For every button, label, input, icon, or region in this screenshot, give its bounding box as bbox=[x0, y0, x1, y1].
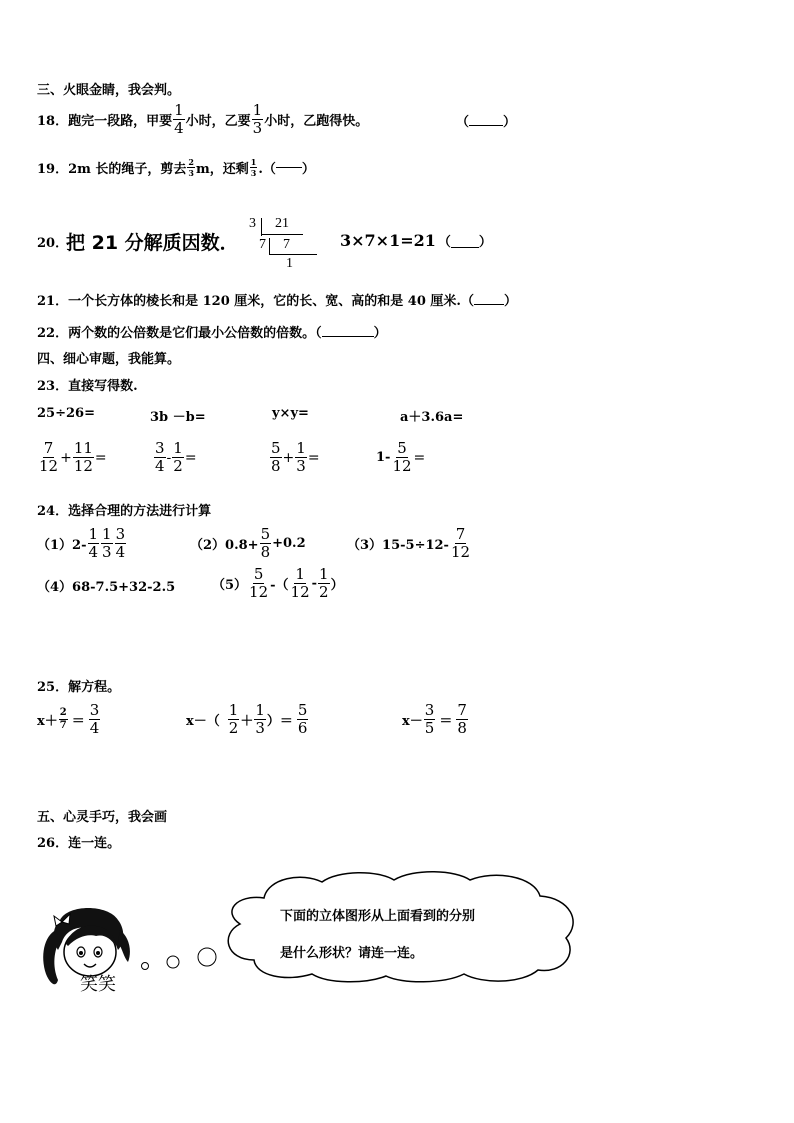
section-4-heading: 四、细心审题，我能算。 bbox=[37, 352, 181, 367]
q23-expr-8: 1- $\frac{5}{12}$ = bbox=[376, 439, 426, 475]
q20-value-3: 1 bbox=[286, 256, 293, 271]
q20-division-line bbox=[269, 254, 317, 255]
q20-result: 3×7×1=21 （ ） bbox=[340, 231, 492, 250]
q18-fraction-1: $\frac{1}{4}$ bbox=[174, 101, 184, 137]
q19-number: 19． bbox=[37, 162, 69, 177]
q22-answer-blank[interactable] bbox=[322, 336, 374, 337]
q23-title: 23．直接写得数. bbox=[37, 379, 138, 394]
q19-answer-blank[interactable] bbox=[276, 167, 302, 168]
q20-answer-blank[interactable] bbox=[451, 233, 479, 248]
q23-expr-2: 3b －b= bbox=[150, 410, 206, 425]
q24-title: 24．选择合理的方法进行计算 bbox=[37, 504, 212, 519]
q24-part-4: （4）68-7.5+32-2.5 bbox=[37, 580, 176, 595]
bubble-text-line-1: 下面的立体图形从上面看到的分别 bbox=[280, 909, 476, 924]
q20-divisor-1: 3 bbox=[249, 216, 256, 231]
question-22: 22．两个数的公倍数是它们最小公倍数的倍数。（ ） bbox=[37, 326, 387, 341]
thought-cloud bbox=[218, 868, 586, 986]
q22-text: 22．两个数的公倍数是它们最小公倍数的倍数。（ bbox=[37, 326, 322, 341]
question-19: 19． 2m 长的绳子，剪去 $\frac{2}{3}$ m，还剩 $\frac{1}{3}$ .（ ） bbox=[37, 157, 315, 178]
q23-expr-7: $\frac{5}{8}$ + $\frac{1}{3}$ = bbox=[271, 439, 320, 475]
question-18 bbox=[37, 103, 368, 136]
q18-number: 18． bbox=[37, 114, 69, 129]
q25-equation-3: x－ $\frac{3}{5}$ ＝ $\frac{7}{8}$ bbox=[402, 701, 467, 737]
q25-equation-1: x＋ $\frac{2}{7}$ ＝ $\frac{3}{4}$ bbox=[37, 701, 100, 737]
bubble-text-line-2: 是什么形状？请连一连。 bbox=[280, 946, 424, 961]
q23-expr-5: $\frac{7}{12}$ + $\frac{11}{12}$ = bbox=[39, 439, 107, 475]
q20-divisor-2: 7 bbox=[259, 237, 266, 252]
q20-value-2: 7 bbox=[283, 237, 290, 252]
q20-short-division bbox=[245, 216, 325, 272]
q19-text-b: m，还剩 bbox=[196, 162, 249, 177]
question-21: 21．一个长方体的棱长和是 120 厘米，它的长、宽、高的和是 40 厘米.（ ） bbox=[37, 294, 517, 309]
q26-title: 26．连一连。 bbox=[37, 836, 121, 851]
q25-equation-2: x－（ $\frac{1}{2}$ ＋ $\frac{1}{3}$ ）＝ $\frac{5}{6}$ bbox=[186, 701, 308, 737]
q24-part-5: （5） $\frac{5}{12}$ -（ $\frac{1}{12}$ - $\frac{1}{2}$ ） bbox=[212, 565, 344, 601]
q19-text-c: .（ bbox=[258, 162, 276, 177]
q24-part-1: （1）2- $\frac{1}{4}$ $\frac{1}{3}$ $\frac{3}{4}$ bbox=[37, 525, 126, 561]
q20-number: 20． bbox=[37, 236, 69, 251]
q23-expr-1: 25÷26= bbox=[37, 406, 95, 421]
q24-part-3: （3）15-5÷12- $\frac{7}{12}$ bbox=[347, 525, 471, 561]
q20-result-text: 3×7×1=21 bbox=[340, 231, 436, 250]
section-5-heading: 五、心灵手巧，我会画 bbox=[37, 810, 168, 825]
section-3-heading: 三、火眼金睛，我会判。 bbox=[37, 83, 181, 98]
q21-text: 21．一个长方体的棱长和是 120 厘米，它的长、宽、高的和是 40 厘米.（ bbox=[37, 294, 474, 309]
q24-part-2: （2）0.8+ $\frac{5}{8}$ +0.2 bbox=[190, 525, 306, 561]
q21-answer-blank[interactable] bbox=[474, 304, 504, 305]
q20-text: 把 21 分解质因数． bbox=[66, 232, 239, 254]
q18-text-a: 跑完一段路，甲要 bbox=[68, 114, 173, 129]
q20-division-bar bbox=[269, 238, 270, 255]
thought-bubble-dots bbox=[135, 940, 225, 980]
q23-expr-3: y×y= bbox=[272, 406, 309, 421]
q19-text-a: 2m 长的绳子，剪去 bbox=[68, 162, 187, 177]
q25-title: 25．解方程。 bbox=[37, 680, 121, 695]
q18-text-b: 小时，乙要 bbox=[185, 114, 251, 129]
q18-text-c: 小时，乙跑得快。 bbox=[264, 114, 369, 129]
q18-answer-paren: （ ） bbox=[456, 115, 517, 130]
q20-division-line bbox=[261, 234, 303, 235]
girl-name-label: 笑笑 bbox=[80, 974, 116, 995]
q23-expr-4: a＋3.6a= bbox=[400, 410, 464, 425]
q18-fraction-2: $\frac{1}{3}$ bbox=[252, 101, 263, 137]
q19-fraction-1: $\frac{2}{3}$ bbox=[188, 157, 194, 178]
q23-expr-6: $\frac{3}{4}$ - $\frac{1}{2}$ = bbox=[155, 439, 197, 475]
q20-value-1: 21 bbox=[275, 216, 289, 231]
q18-answer-blank[interactable] bbox=[469, 125, 503, 126]
q19-fraction-2: $\frac{1}{3}$ bbox=[250, 157, 257, 178]
